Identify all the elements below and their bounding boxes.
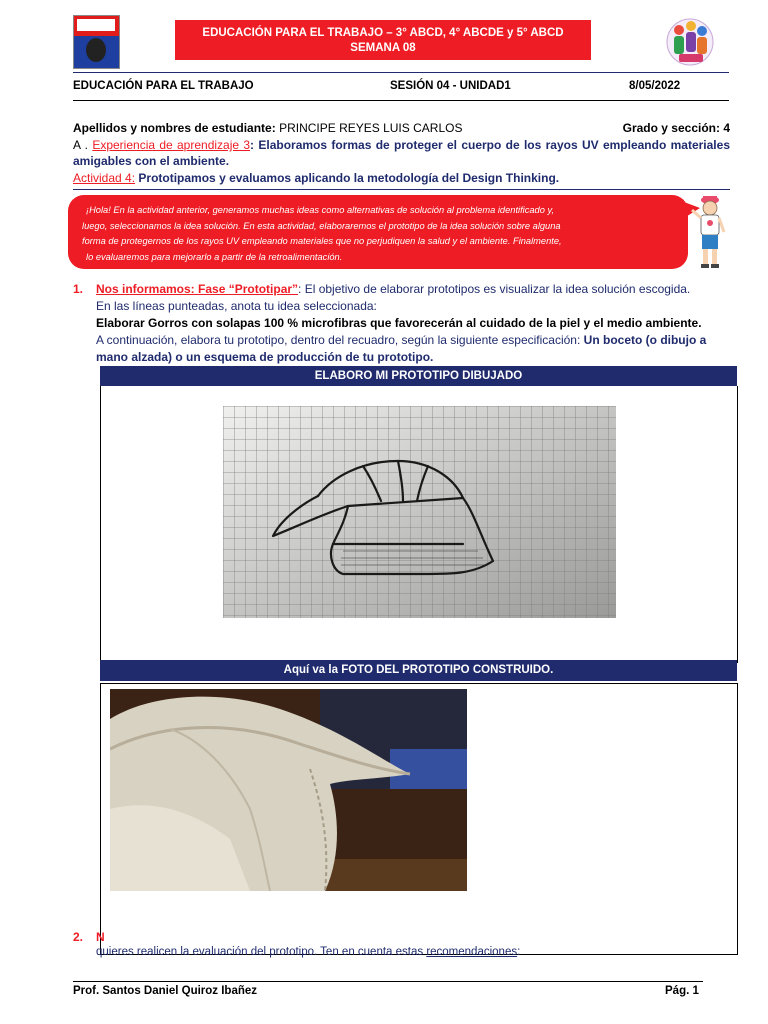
school-logo	[73, 15, 120, 69]
page-number: Pág. 1	[665, 985, 699, 997]
session-label: SESIÓN 04 - UNIDAD1	[390, 80, 511, 92]
section-2-number: 2.	[73, 930, 84, 944]
section-1-text-2: En las líneas punteadas, anota tu idea seleccionada:	[96, 299, 377, 313]
recommendations-link[interactable]: recomendaciones	[426, 946, 518, 958]
section-1-heading: Nos informamos: Fase “Prototipar”	[96, 282, 299, 296]
section-1-number: 1.	[73, 282, 84, 296]
experience-paragraph	[73, 137, 730, 169]
header-title: EDUCACIÓN PARA EL TRABAJO – 3° ABCD, 4° ABCDE y 5° ABCD	[202, 27, 564, 39]
teacher-name: Prof. Santos Daniel Quiroz Ibañez	[73, 985, 258, 997]
student-name: PRINCIPE REYES LUIS CARLOS	[279, 121, 463, 135]
prototype-photo-image	[110, 689, 467, 891]
student-line	[73, 121, 730, 135]
bubble-line-2: luego, seleccionamos la idea solución. En esta actividad, elaboraremos el prototipo de la idea solución sobre alguna	[82, 220, 561, 231]
header-divider	[73, 72, 729, 73]
section-1-text-1: : El objetivo de elaborar prototipos es visualizar la idea solución escogida.	[298, 282, 691, 296]
student-label: Apellidos y nombres de estudiante:	[73, 121, 276, 135]
activity-divider	[73, 189, 730, 190]
selected-idea: Elaborar Gorros con solapas 100 % microfibras que favorecerán al cuidado de la piel y el medio ambiente.	[96, 316, 702, 330]
activity-text: Prototipamos y evaluamos aplicando la metodología del Design Thinking.	[138, 171, 560, 185]
bubble-line-1: ¡Hola! En la actividad anterior, generamos muchas ideas como alternativas de solución al problema identificado y,	[86, 205, 555, 215]
experience-prefix: A .	[73, 138, 88, 152]
students-illustration-icon	[665, 16, 715, 68]
activity-label: Actividad 4:	[73, 171, 136, 185]
date-label: 8/05/2022	[629, 80, 681, 92]
header-title-box	[175, 20, 591, 60]
section-1-text-3b: Un boceto (o dibujo a mano alzada) o un esquema de producción de tu prototipo.	[96, 333, 707, 364]
grade-section: Grado y sección: 4	[622, 121, 730, 135]
info-divider	[73, 100, 729, 101]
section-2-colon: :	[517, 946, 521, 958]
drawing-box-title: ELABORO MI PROTOTIPO DIBUJADO	[100, 366, 737, 386]
footer-divider	[73, 981, 703, 982]
kid-character-icon	[690, 192, 730, 272]
speech-bubble	[68, 195, 688, 269]
experience-text: : Elaboramos formas de proteger el cuerpo de los rayos UV empleando materiales amigables con el ambiente.	[73, 138, 730, 168]
experience-label: Experiencia de aprendizaje 3	[92, 138, 251, 152]
activity-line	[73, 171, 559, 185]
section-2-text	[96, 946, 520, 958]
photo-box-title: Aquí va la FOTO DEL PROTOTIPO CONSTRUIDO.	[100, 660, 737, 681]
bubble-line-3: forma de protegernos de los rayos UV empleando materiales que no perjudiquen la salud y el ambiente. Finalmente,	[82, 236, 562, 246]
section-1-text-3	[73, 332, 733, 366]
section-1	[73, 281, 733, 366]
bubble-line-4: lo evaluaremos para mejorarlo a partir de la retroalimentación.	[86, 251, 343, 262]
section-2-body: quieres realicen la evaluación del prototipo. Ten en cuenta estas	[96, 946, 427, 958]
section-1-text-3a: A continuación, elabora tu prototipo, dentro del recuadro, según la siguiente especificación:	[96, 333, 584, 347]
header-week: SEMANA 08	[350, 42, 416, 54]
course-name: EDUCACIÓN PARA EL TRABAJO	[73, 80, 254, 92]
section-2-heading	[73, 930, 105, 944]
prototype-sketch-image	[223, 406, 616, 618]
section-2-letter: N	[96, 930, 105, 944]
